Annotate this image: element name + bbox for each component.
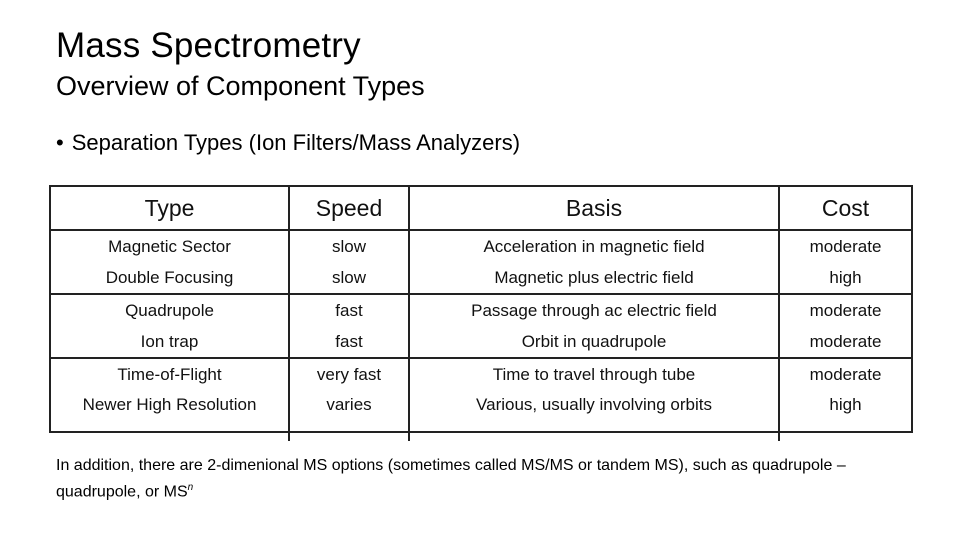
cell-basis: Passage through ac electric field xyxy=(409,294,779,326)
cell-type: Ion trap xyxy=(140,331,199,351)
footnote-text: In addition, there are 2-dimenional MS options (sometimes called MS/MS or tandem MS), such as quadrupole – quadrupole, or MS xyxy=(56,457,846,501)
bullet-mark: • xyxy=(56,130,64,155)
cell-basis: Acceleration in magnetic field xyxy=(409,230,779,262)
cell-cost: moderate xyxy=(779,230,911,262)
table-row xyxy=(51,358,911,390)
table-row xyxy=(51,294,911,326)
cell-cost: moderate xyxy=(779,294,911,326)
cell-speed: fast xyxy=(289,294,409,326)
bullet-point xyxy=(56,130,520,156)
cell-speed: slow xyxy=(289,262,409,294)
cell-basis: Various, usually involving orbits xyxy=(409,390,779,441)
cell-speed: slow xyxy=(289,230,409,262)
header-cost: Cost xyxy=(779,187,911,230)
separation-types-table xyxy=(49,185,913,433)
cell-speed: fast xyxy=(289,326,409,358)
cell-speed: varies xyxy=(289,390,409,441)
cell-basis: Magnetic plus electric field xyxy=(409,262,779,294)
table-row xyxy=(51,390,911,441)
slide-title: Mass Spectrometry xyxy=(56,26,361,65)
cell-type: Double Focusing xyxy=(105,267,234,287)
table-row xyxy=(51,326,911,358)
table-row xyxy=(51,262,911,294)
cell-basis: Time to travel through tube xyxy=(409,358,779,390)
footnote xyxy=(56,455,876,503)
cell-cost: high xyxy=(779,390,911,441)
cell-speed: very fast xyxy=(289,358,409,390)
table-header-row xyxy=(51,187,911,230)
cell-type: Quadrupole xyxy=(51,294,289,326)
footnote-superscript: n xyxy=(187,482,194,493)
table-row xyxy=(51,230,911,262)
cell-cost: high xyxy=(779,262,911,294)
header-type: Type xyxy=(51,187,289,230)
cell-cost: moderate xyxy=(779,326,911,358)
cell-cost: moderate xyxy=(779,358,911,390)
bullet-text: Separation Types (Ion Filters/Mass Analyzers) xyxy=(71,130,521,155)
cell-type: Time-of-Flight xyxy=(51,358,289,390)
header-speed: Speed xyxy=(289,187,409,230)
header-basis: Basis xyxy=(409,187,779,230)
cell-type: Newer High Resolution xyxy=(82,395,257,414)
cell-basis: Orbit in quadrupole xyxy=(409,326,779,358)
cell-type: Magnetic Sector xyxy=(108,236,231,256)
slide-subtitle: Overview of Component Types xyxy=(56,71,425,101)
